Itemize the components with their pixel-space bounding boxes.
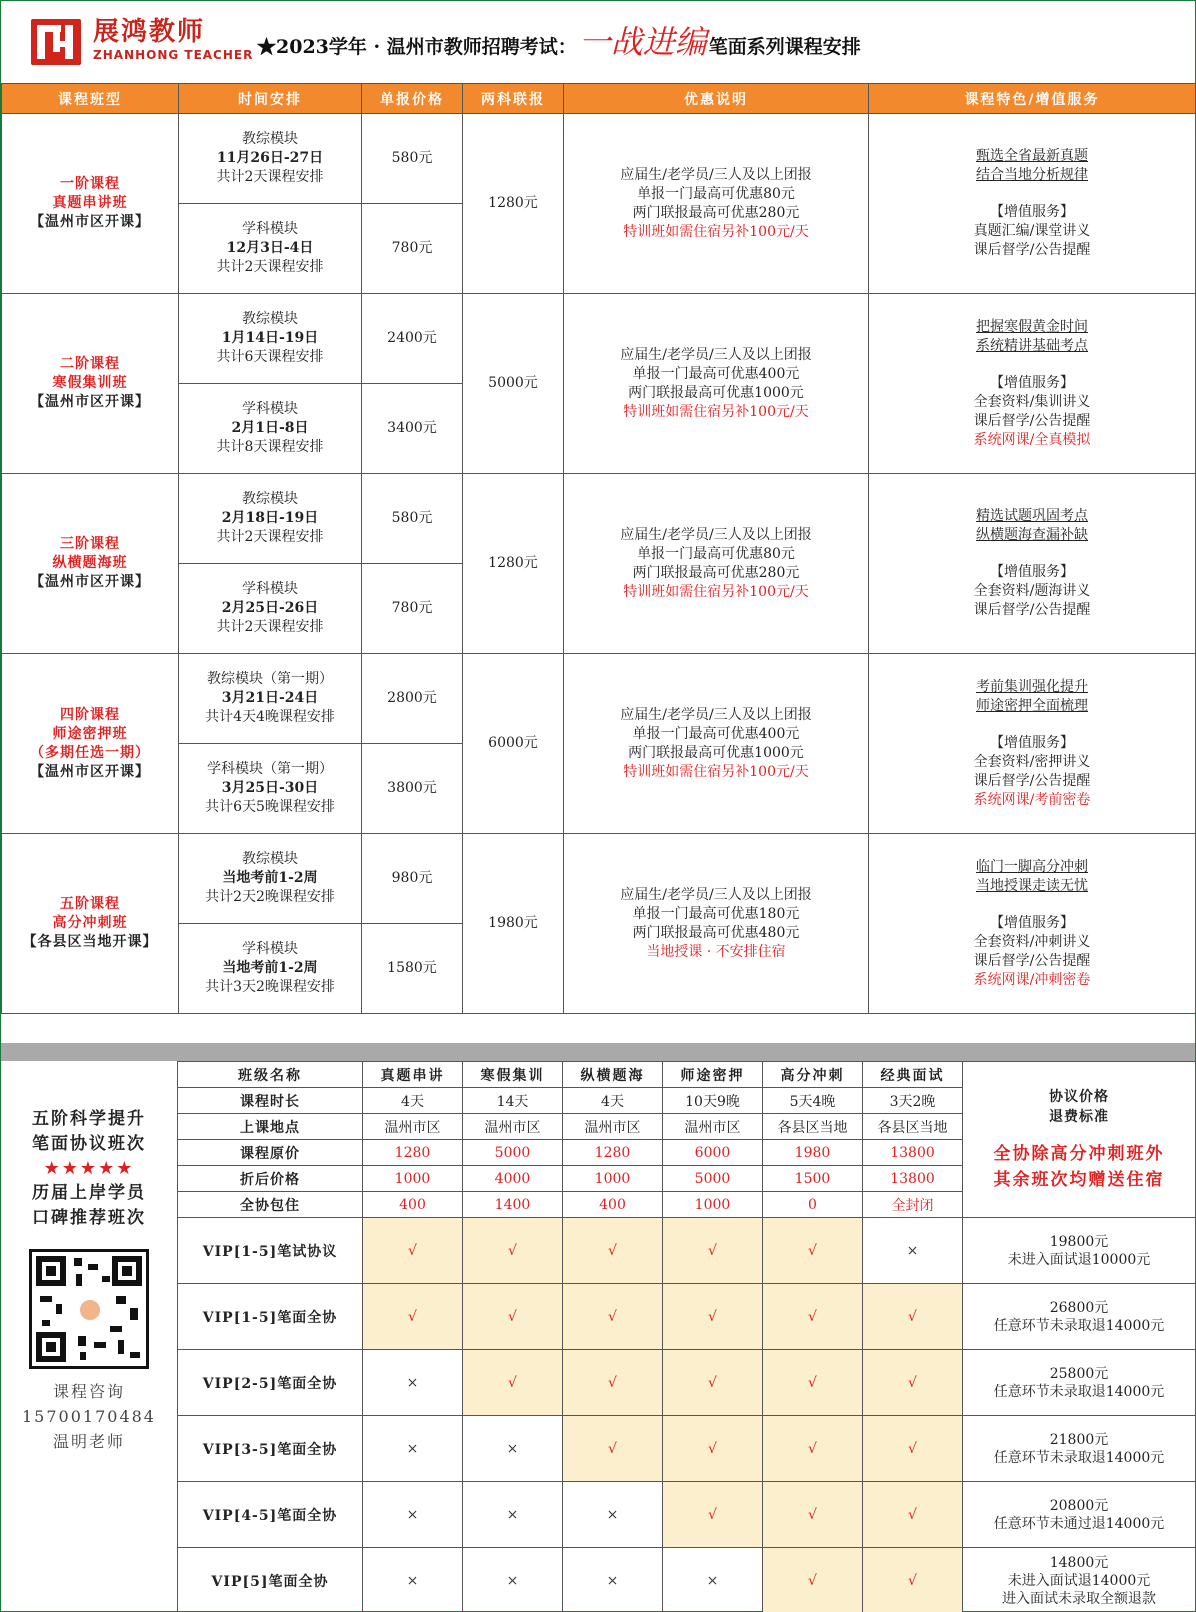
feature-line: 师途密押全面梳理 (976, 697, 1088, 714)
service-line: 课后督学/公告提醒 (973, 952, 1091, 969)
info-value: 温州市区 (463, 1114, 563, 1140)
discount-note: 特训班如需住宿另补100元/天 (623, 763, 809, 780)
session-cell (179, 294, 362, 384)
vip-row (178, 1218, 1196, 1284)
note-title: 协议价格 (1049, 1088, 1109, 1105)
service-line: 课后督学/公告提醒 (973, 412, 1091, 429)
course-location: 【温州市区开课】 (30, 763, 150, 780)
service-line: 真题汇编/课堂讲义 (973, 223, 1091, 239)
info-value: 温州市区 (663, 1114, 763, 1140)
single-price: 580元 (362, 114, 463, 204)
feature-line: 系统精讲基础考点 (976, 337, 1088, 354)
class-name: 寒假集训 (463, 1062, 563, 1088)
brand-name-cn: 展鸿教师 (93, 17, 206, 47)
service-title: 【增值服务】 (990, 374, 1074, 391)
included-mark: √ (463, 1218, 563, 1284)
excluded-mark: × (563, 1482, 663, 1548)
info-value: 1000 (563, 1166, 663, 1192)
info-value: 1000 (363, 1166, 463, 1192)
session-cell (179, 744, 362, 834)
class-name-row (178, 1062, 1196, 1088)
service-line: 课后督学/公告提醒 (973, 772, 1091, 789)
info-value: 4天 (363, 1088, 463, 1114)
section-separator (1, 1043, 1195, 1061)
info-label: 课程时长 (178, 1088, 363, 1114)
features-cell (869, 474, 1196, 654)
course-location: 【各县区当地开课】 (22, 934, 158, 950)
service-title: 【增值服务】 (990, 734, 1074, 751)
class-name: 真题串讲 (363, 1062, 463, 1088)
course-name-line: 五阶课程 (60, 896, 120, 912)
feature-line: 精选试题巩固考点 (976, 508, 1088, 524)
session-cell (179, 924, 362, 1014)
included-mark: √ (663, 1350, 763, 1416)
session-module: 学科模块 (242, 941, 298, 957)
promo-line: 五阶科学提升 (32, 1109, 146, 1129)
class-name: 师途密押 (663, 1062, 763, 1088)
info-value: 1000 (663, 1192, 763, 1218)
included-mark: √ (363, 1284, 463, 1350)
excluded-mark: × (363, 1350, 463, 1416)
included-mark: √ (863, 1416, 963, 1482)
session-cell (179, 204, 362, 294)
session-dates: 当地考前1-2周 (222, 960, 318, 976)
refund-policy: 任意环节未通过退14000元 (993, 1515, 1165, 1532)
course-location: 【温州市区开课】 (30, 214, 150, 230)
discount-line: 应届生/老学员/三人及以上团报 (620, 166, 812, 183)
note-title: 退费标准 (1049, 1108, 1109, 1125)
vip-label: VIP[2-5]笔面全协 (178, 1350, 363, 1416)
info-value: 1280 (563, 1140, 663, 1166)
refund-policy: 未进入面试退10000元 (1007, 1251, 1151, 1268)
included-mark: √ (563, 1218, 663, 1284)
course-name-line: 寒假集训班 (52, 375, 128, 391)
course-name-cell (2, 114, 179, 294)
feature-line: 把握寒假黄金时间 (976, 318, 1088, 335)
vip-price: 19800元 (1049, 1233, 1109, 1250)
service-title: 【增值服务】 (990, 204, 1074, 220)
title-prefix: ★2023学年 · 温州市教师招聘考试： (257, 36, 577, 58)
course-name-cell (2, 834, 179, 1014)
session-duration: 共计3天2晚课程安排 (205, 979, 335, 995)
included-mark: √ (663, 1416, 763, 1482)
agreement-table (177, 1061, 1196, 1612)
page-title (257, 23, 861, 61)
vip-price: 14800元 (1049, 1554, 1109, 1571)
info-value: 13800 (863, 1166, 963, 1192)
session-dates: 2月18日-19日 (221, 510, 319, 526)
info-value: 5000 (663, 1166, 763, 1192)
discount-line: 应届生/老学员/三人及以上团报 (620, 706, 812, 723)
course-name-line: 师途密押班 (52, 725, 128, 742)
session-cell (179, 834, 362, 924)
promo-panel (1, 1061, 177, 1612)
discount-cell (564, 114, 869, 294)
header-course-type: 课程班型 (2, 84, 179, 114)
spacer (869, 896, 1195, 914)
vip-label: VIP[3-5]笔面全协 (178, 1416, 363, 1482)
course-name-line: 二阶课程 (60, 356, 120, 372)
service-highlight: 系统网课/全真模拟 (973, 431, 1091, 448)
header-combo-price: 两科联报 (463, 84, 564, 114)
service-line: 全套资料/集训讲义 (973, 393, 1091, 410)
vip-row (178, 1350, 1196, 1416)
session-cell (179, 654, 362, 744)
excluded-mark: × (363, 1416, 463, 1482)
service-line: 全套资料/题海讲义 (973, 583, 1091, 599)
info-value: 4天 (563, 1088, 663, 1114)
session-duration: 共计2天2晚课程安排 (205, 889, 335, 905)
excluded-mark: × (463, 1482, 563, 1548)
service-highlight: 系统网课/考前密卷 (973, 791, 1091, 808)
feature-line: 结合当地分析规律 (976, 167, 1088, 183)
excluded-mark: × (363, 1482, 463, 1548)
session-dates: 3月25日-30日 (221, 780, 319, 796)
course-name-line: 四阶课程 (60, 706, 120, 723)
spacer (869, 356, 1195, 374)
single-price: 3400元 (362, 384, 463, 474)
info-value: 14天 (463, 1088, 563, 1114)
course-table (1, 83, 1196, 1014)
session-duration: 共计2天课程安排 (216, 259, 324, 275)
info-label: 上课地点 (178, 1114, 363, 1140)
session-duration: 共计6天5晚课程安排 (205, 799, 335, 815)
session-cell (179, 474, 362, 564)
course-name-line: 纵横题海班 (52, 555, 128, 571)
course-name-cell (2, 654, 179, 834)
included-mark: √ (663, 1482, 763, 1548)
session-cell (179, 114, 362, 204)
spacer (869, 545, 1195, 563)
feature-line: 甄选全省最新真题 (976, 148, 1088, 164)
included-mark: √ (763, 1482, 863, 1548)
excluded-mark: × (863, 1218, 963, 1284)
vip-label: VIP[5]笔面全协 (178, 1548, 363, 1612)
excluded-mark: × (463, 1548, 563, 1612)
vip-row (178, 1416, 1196, 1482)
discount-note: 特训班如需住宿另补100元/天 (623, 223, 809, 240)
combo-price: 1280元 (463, 114, 564, 294)
feature-line: 临门一脚高分冲刺 (976, 858, 1088, 875)
discount-note: 特训班如需住宿另补100元/天 (623, 403, 809, 420)
course-row (2, 474, 1196, 564)
course-name-cell (2, 474, 179, 654)
included-mark: √ (763, 1416, 863, 1482)
session-dates: 2月25日-26日 (221, 600, 319, 616)
included-mark: √ (563, 1416, 663, 1482)
included-mark: √ (463, 1350, 563, 1416)
info-value: 400 (363, 1192, 463, 1218)
course-row (2, 654, 1196, 744)
included-mark: √ (663, 1284, 763, 1350)
service-title: 【增值服务】 (990, 564, 1074, 580)
feature-line: 当地授课走读无忧 (976, 877, 1088, 894)
combo-price: 5000元 (463, 294, 564, 474)
info-value: 0 (763, 1192, 863, 1218)
info-value: 全封闭 (863, 1192, 963, 1218)
combo-price: 6000元 (463, 654, 564, 834)
session-cell (179, 564, 362, 654)
discount-line: 单报一门最高可优惠400元 (632, 365, 800, 382)
info-value: 1980 (763, 1140, 863, 1166)
info-value: 各县区当地 (763, 1114, 863, 1140)
info-value: 温州市区 (363, 1114, 463, 1140)
rating-stars: ★★★★★ (43, 1158, 135, 1179)
title-emphasis: 一战进编 (578, 23, 707, 61)
session-dates: 1月14日-19日 (221, 330, 319, 346)
header-schedule: 时间安排 (179, 84, 362, 114)
included-mark: √ (363, 1218, 463, 1284)
vip-price-policy (963, 1548, 1196, 1612)
refund-policy: 进入面试未录取全额退款 (1002, 1590, 1156, 1607)
info-value: 1400 (463, 1192, 563, 1218)
discount-line: 应届生/老学员/三人及以上团报 (620, 886, 812, 903)
brand-name (93, 17, 253, 63)
session-duration: 共计4天4晚课程安排 (205, 709, 335, 725)
course-row (2, 834, 1196, 924)
discount-line: 应届生/老学员/三人及以上团报 (620, 526, 812, 543)
info-value: 5000 (463, 1140, 563, 1166)
vip-price: 26800元 (1049, 1299, 1109, 1316)
discount-cell (564, 654, 869, 834)
vip-price: 20800元 (1049, 1497, 1109, 1514)
session-module: 学科模块（第一期） (207, 761, 333, 777)
info-value: 1500 (763, 1166, 863, 1192)
discount-line: 应届生/老学员/三人及以上团报 (620, 346, 812, 363)
info-value: 6000 (663, 1140, 763, 1166)
features-cell (869, 294, 1196, 474)
session-module: 学科模块 (242, 581, 298, 597)
session-dates: 当地考前1-2周 (222, 870, 318, 886)
single-price: 2800元 (362, 654, 463, 744)
discount-note: 当地授课 · 不安排住宿 (646, 943, 786, 960)
agreement-note (963, 1062, 1196, 1218)
session-dates: 3月21日-24日 (221, 690, 319, 706)
feature-line: 考前集训强化提升 (976, 678, 1088, 695)
features-cell (869, 834, 1196, 1014)
note-highlight: 其余班次均赠送住宿 (993, 1169, 1165, 1190)
discount-line: 单报一门最高可优惠80元 (637, 185, 795, 202)
single-price: 580元 (362, 474, 463, 564)
refund-policy: 任意环节未录取退14000元 (993, 1317, 1165, 1334)
header-features: 课程特色/增值服务 (869, 84, 1196, 114)
session-module: 学科模块 (242, 221, 298, 237)
refund-policy: 任意环节未录取退14000元 (993, 1449, 1165, 1466)
course-name-line: 高分冲刺班 (52, 915, 128, 931)
excluded-mark: × (663, 1548, 763, 1612)
vip-label: VIP[1-5]笔试协议 (178, 1218, 363, 1284)
discount-note: 特训班如需住宿另补100元/天 (623, 583, 809, 600)
service-title: 【增值服务】 (990, 914, 1074, 931)
course-name-line: （多期任选一期） (30, 744, 150, 761)
included-mark: √ (463, 1284, 563, 1350)
qr-code-icon[interactable] (29, 1249, 149, 1369)
discount-line: 两门联报最高可优惠480元 (632, 924, 800, 941)
session-module: 学科模块 (242, 401, 298, 417)
single-price: 3800元 (362, 744, 463, 834)
course-table-header (2, 84, 1196, 114)
info-label: 折后价格 (178, 1166, 363, 1192)
feature-line: 纵横题海查漏补缺 (976, 527, 1088, 543)
brand-name-en: ZHANHONG TEACHER (93, 48, 254, 62)
course-row (2, 294, 1196, 384)
session-module: 教综模块（第一期） (207, 671, 333, 687)
vip-price-policy (963, 1284, 1196, 1350)
single-price: 980元 (362, 834, 463, 924)
service-line: 课后督学/公告提醒 (973, 242, 1091, 258)
discount-line: 两门联报最高可优惠280元 (632, 564, 800, 581)
course-location: 【温州市区开课】 (30, 574, 150, 590)
course-name-line: 一阶课程 (60, 176, 120, 192)
service-line: 全套资料/冲刺讲义 (973, 933, 1091, 950)
included-mark: √ (663, 1218, 763, 1284)
session-duration: 共计2天课程安排 (216, 169, 324, 185)
session-module: 教综模块 (242, 491, 298, 507)
service-line: 全套资料/密押讲义 (973, 753, 1091, 770)
included-mark: √ (763, 1284, 863, 1350)
info-value: 温州市区 (563, 1114, 663, 1140)
included-mark: √ (763, 1218, 863, 1284)
session-cell (179, 384, 362, 474)
single-price: 780元 (362, 564, 463, 654)
included-mark: √ (563, 1350, 663, 1416)
info-label: 全协包住 (178, 1192, 363, 1218)
promo-line: 历届上岸学员 (32, 1183, 146, 1203)
vip-price-policy (963, 1350, 1196, 1416)
vip-label: VIP[1-5]笔面全协 (178, 1284, 363, 1350)
discount-line: 单报一门最高可优惠400元 (632, 725, 800, 742)
header-discount: 优惠说明 (564, 84, 869, 114)
features-cell (869, 114, 1196, 294)
course-name-cell (2, 294, 179, 474)
discount-cell (564, 474, 869, 654)
info-value: 5天4晚 (763, 1088, 863, 1114)
contact-teacher: 温明老师 (52, 1432, 125, 1451)
discount-line: 单报一门最高可优惠180元 (632, 905, 800, 922)
spacer (869, 716, 1195, 734)
session-duration: 共计2天课程安排 (216, 619, 324, 635)
class-name-label: 班级名称 (178, 1062, 363, 1088)
session-duration: 共计2天课程安排 (216, 529, 324, 545)
combo-price: 1280元 (463, 474, 564, 654)
excluded-mark: × (463, 1416, 563, 1482)
vip-row (178, 1284, 1196, 1350)
discount-line: 两门联报最高可优惠280元 (632, 204, 800, 221)
header (1, 1, 1195, 83)
contact-phone[interactable]: 15700170484 (22, 1407, 156, 1426)
session-module: 教综模块 (242, 311, 298, 327)
combo-price: 1980元 (463, 834, 564, 1014)
included-mark: √ (763, 1350, 863, 1416)
features-cell (869, 654, 1196, 834)
info-value: 4000 (463, 1166, 563, 1192)
info-value: 1280 (363, 1140, 463, 1166)
included-mark: √ (763, 1548, 863, 1612)
discount-cell (564, 294, 869, 474)
course-name-line: 三阶课程 (60, 536, 120, 552)
spacer (963, 1127, 1195, 1141)
excluded-mark: × (563, 1548, 663, 1612)
session-module: 教综模块 (242, 851, 298, 867)
vip-price: 21800元 (1049, 1431, 1109, 1448)
info-value: 3天2晚 (863, 1088, 963, 1114)
session-duration: 共计6天课程安排 (216, 349, 324, 365)
course-name-line: 真题串讲班 (52, 195, 128, 211)
discount-cell (564, 834, 869, 1014)
info-value: 13800 (863, 1140, 963, 1166)
vip-row (178, 1548, 1196, 1612)
discount-line: 单报一门最高可优惠80元 (637, 545, 795, 562)
vip-row (178, 1482, 1196, 1548)
session-duration: 共计8天课程安排 (216, 439, 324, 455)
vip-price-policy (963, 1416, 1196, 1482)
course-row (2, 114, 1196, 204)
session-module: 教综模块 (242, 131, 298, 147)
teacher-avatar (78, 1298, 102, 1322)
single-price: 1580元 (362, 924, 463, 1014)
service-line: 课后督学/公告提醒 (973, 602, 1091, 618)
included-mark: √ (563, 1284, 663, 1350)
session-dates: 11月26日-27日 (216, 150, 324, 166)
class-name: 高分冲刺 (763, 1062, 863, 1088)
info-value: 10天9晚 (663, 1088, 763, 1114)
header-single-price: 单报价格 (362, 84, 463, 114)
included-mark: √ (863, 1548, 963, 1612)
title-suffix: 笔面系列课程安排 (708, 36, 861, 58)
promo-line: 口碑推荐班次 (32, 1208, 146, 1228)
vip-label: VIP[4-5]笔面全协 (178, 1482, 363, 1548)
included-mark: √ (863, 1482, 963, 1548)
excluded-mark: × (363, 1548, 463, 1612)
included-mark: √ (863, 1350, 963, 1416)
session-dates: 2月1日-8日 (231, 420, 309, 436)
single-price: 780元 (362, 204, 463, 294)
vip-price: 25800元 (1049, 1365, 1109, 1382)
brand-logo-icon (31, 19, 81, 65)
refund-policy: 未进入面试退14000元 (1007, 1572, 1151, 1589)
vip-price-policy (963, 1482, 1196, 1548)
discount-line: 两门联报最高可优惠1000元 (628, 384, 804, 401)
discount-line: 两门联报最高可优惠1000元 (628, 744, 804, 761)
info-label: 课程原价 (178, 1140, 363, 1166)
refund-policy: 任意环节未录取退14000元 (993, 1383, 1165, 1400)
session-dates: 12月3日-4日 (226, 240, 314, 256)
vip-price-policy (963, 1218, 1196, 1284)
course-location: 【温州市区开课】 (30, 394, 150, 410)
service-highlight: 系统网课/冲刺密卷 (973, 971, 1091, 988)
included-mark: √ (863, 1284, 963, 1350)
info-value: 各县区当地 (863, 1114, 963, 1140)
contact-label: 课程咨询 (52, 1382, 125, 1401)
promo-line: 笔面协议班次 (32, 1134, 146, 1154)
spacer (869, 185, 1195, 203)
note-highlight: 全协除高分冲刺班外 (993, 1143, 1165, 1164)
single-price: 2400元 (362, 294, 463, 384)
class-name: 经典面试 (863, 1062, 963, 1088)
info-value: 400 (563, 1192, 663, 1218)
class-name: 纵横题海 (563, 1062, 663, 1088)
